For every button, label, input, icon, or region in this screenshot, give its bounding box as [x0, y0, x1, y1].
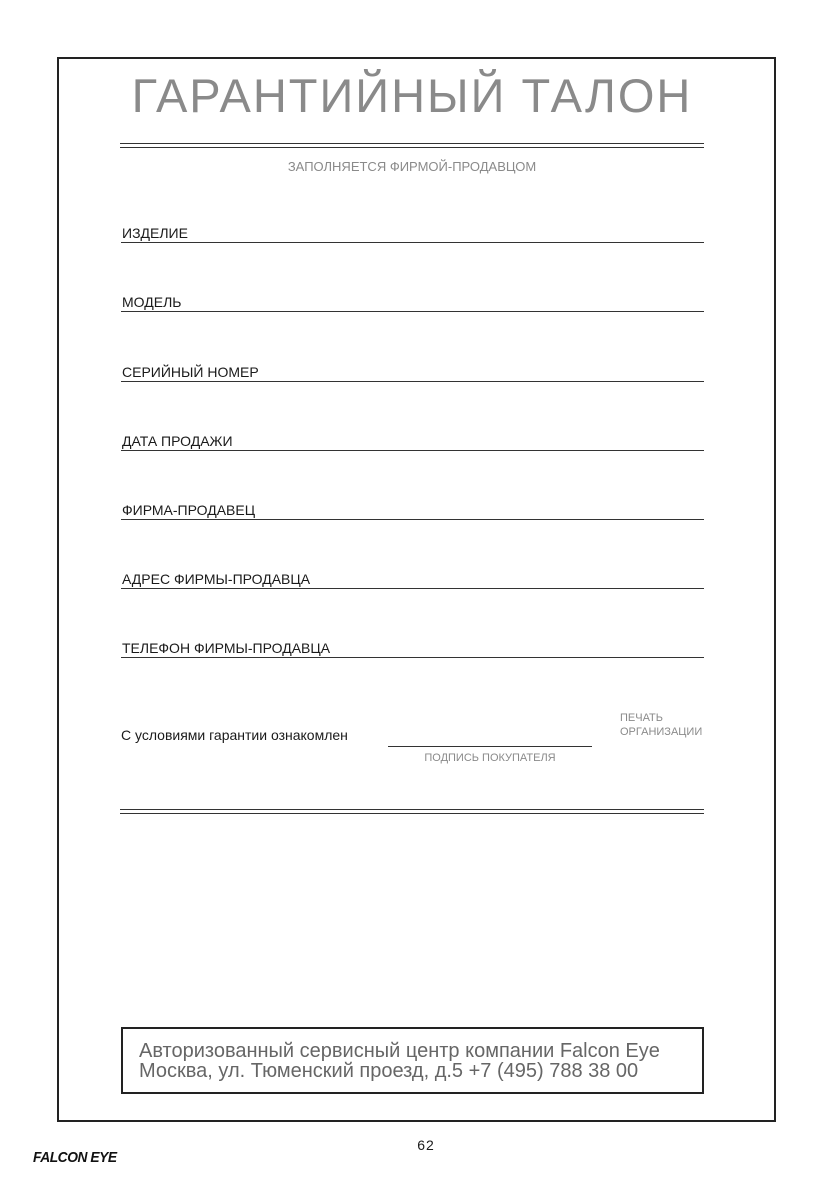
field-serial-number[interactable]: [121, 362, 704, 382]
stamp-label-line2: ОРГАНИЗАЦИИ: [620, 726, 703, 738]
falcon-eye-logo: FALCON EYE: [33, 1149, 117, 1166]
field-product-label: ИЗДЕЛИЕ: [122, 225, 188, 241]
stamp-label-line1: ПЕЧАТЬ: [620, 712, 663, 724]
buyer-signature-caption: ПОДПИСЬ ПОКУПАТЕЛЯ: [424, 752, 556, 764]
top-divider: [120, 143, 704, 148]
field-model-label: МОДЕЛЬ: [122, 294, 182, 310]
page-title: ГАРАНТИЙНЫЙ ТАЛОН: [131, 69, 693, 122]
field-seller-company-label: ФИРМА-ПРОДАВЕЦ: [122, 502, 256, 518]
field-sale-date-label: ДАТА ПРОДАЖИ: [122, 433, 233, 449]
seller-fill-subtitle: ЗАПОЛНЯЕТСЯ ФИРМОЙ-ПРОДАВЦОМ: [287, 159, 537, 174]
buyer-signature-line[interactable]: [388, 746, 592, 747]
bottom-divider: [120, 809, 704, 814]
field-seller-company[interactable]: [121, 500, 704, 520]
warranty-card-frame: [57, 57, 776, 1122]
field-seller-address-label: АДРЕС ФИРМЫ-ПРОДАВЦА: [122, 571, 311, 587]
field-seller-address[interactable]: [121, 569, 704, 589]
organization-stamp-area: [620, 711, 702, 739]
field-seller-phone-label: ТЕЛЕФОН ФИРМЫ-ПРОДАВЦА: [122, 640, 331, 656]
service-center-name: Авторизованный сервисный центр компании Falcon Eye: [139, 1040, 660, 1062]
field-serial-number-label: СЕРИЙНЫЙ НОМЕР: [122, 364, 259, 380]
field-product[interactable]: [121, 223, 704, 243]
service-center-address: Москва, ул. Тюменский проезд, д.5 +7 (495) 788 38 00: [139, 1060, 639, 1082]
service-center-box: [121, 1027, 704, 1094]
field-model[interactable]: [121, 292, 704, 312]
field-seller-phone[interactable]: [121, 638, 704, 658]
warranty-acknowledgement-text: С условиями гарантии ознакомлен: [121, 727, 348, 743]
field-sale-date[interactable]: [121, 431, 704, 451]
page-number: 62: [417, 1137, 435, 1153]
